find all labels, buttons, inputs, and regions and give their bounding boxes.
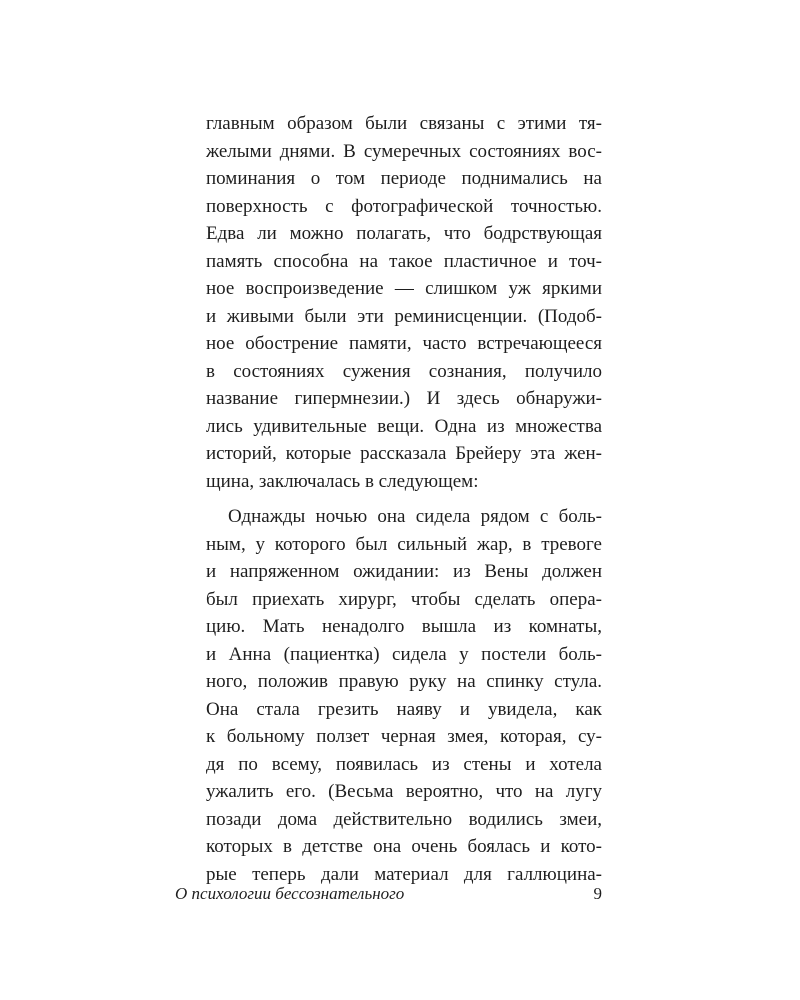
text-line: ужалить его. (Весьма вероятно, что на лугу [206,781,602,802]
running-title: О психологии бессознательного [175,884,405,903]
text-line: рые теперь дали материал для галлюцина- [206,863,602,885]
text-line: дя по всему, появилась из стены и хотела [206,753,602,775]
text-line: главным образом были связаны с этими тя- [206,113,602,134]
text-line: память способна на такое пластичное и точ- [206,250,602,272]
paragraph-2 [206,503,602,888]
text-line: и Анна (пациентка) сидела у постели боль- [206,643,602,665]
text-line: цию. Мать ненадолго вышла из комнаты, [206,616,602,637]
text-line: лись удивительные вещи. Одна из множества [206,415,602,437]
text-line: ного, положив правую руку на спинку стула. [206,671,602,692]
text-line: ным, у которого был сильный жар, в тревоге [206,533,602,555]
page-number: 9 [593,884,602,903]
paragraph-spacer [206,495,602,503]
body-text [206,110,602,888]
text-line: в состояниях сужения сознания, получило [206,360,602,382]
text-line: Однажды ночью она сидела рядом с боль- [228,506,602,527]
text-line: к больному ползет черная змея, которая, су- [206,726,602,747]
text-line: которых в детстве она очень боялась и кото- [206,836,602,857]
text-line: и напряженном ожидании: из Вены должен [206,561,602,582]
text-line: ное воспроизведение — слишком уж яркими [206,278,602,299]
text-line: и живыми были эти реминисценции. (Подоб- [206,305,602,327]
text-line: поверхность с фотографической точностью. [206,195,602,217]
paragraph-1 [206,110,602,495]
text-line: желыми днями. В сумеречных состояниях вос- [206,140,602,162]
text-line: щина, заключалась в следующем: [206,470,479,492]
text-line: поминания о том периоде поднимались на [206,168,602,189]
text-line: историй, которые рассказала Брейеру эта жен- [206,443,602,464]
text-line: название гипермнезии.) И здесь обнаружи- [206,388,602,409]
text-line: был приехать хирург, чтобы сделать опера- [206,588,602,610]
page-footer [175,884,602,910]
text-line: Она стала грезить наяву и увидела, как [206,698,602,720]
text-line: позади дома действительно водились змеи, [206,808,602,830]
text-line: ное обострение памяти, часто встречающееся [206,333,602,354]
text-line: Едва ли можно полагать, что бодрствующая [206,223,602,244]
